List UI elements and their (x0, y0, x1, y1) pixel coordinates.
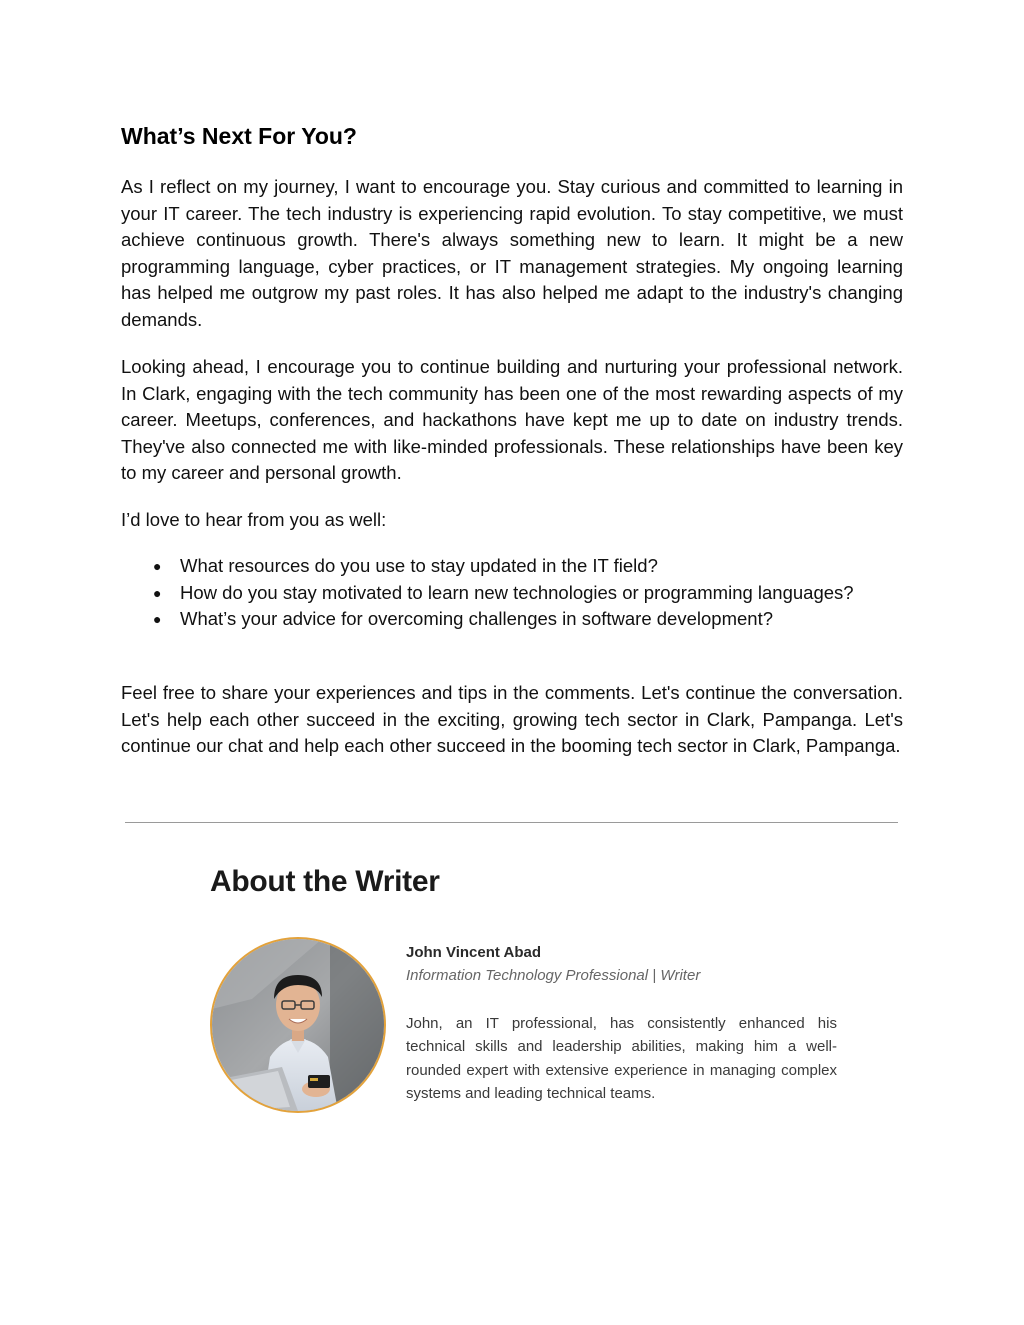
paragraph-reflection: As I reflect on my journey, I want to encourage you. Stay curious and committed to learning in your IT career. The tech industry is experiencing rapid evolution. To stay competitive, we must achieve continuous growth. There's always something new to learn. It might be a new programming language, cyber practices, or IT management strategies. My ongoing learning has helped me outgrow my past roles. It has also helped me adapt to the industry's changing demands. (121, 176, 903, 330)
paragraph-closing: Feel free to share your experiences and tips in the comments. Let's continue the conversation. Let's help each other succeed in the exciting, growing tech sector in Clark, Pampanga. Let's continue our chat and help each other succeed in the booming tech sector in Clark, Pampanga. (121, 682, 903, 757)
section-divider (125, 822, 898, 823)
question-text: What resources do you use to stay updated in the IT field? (180, 555, 658, 576)
author-photo-illustration (212, 939, 384, 1111)
list-item (121, 553, 903, 580)
paragraph-networking: Looking ahead, I encourage you to continue building and nurturing your professional network. In Clark, engaging with the tech community has been one of the most rewarding aspects of my career. Meetups, conferences, and hackathons have kept me up to date on industry trends. They've also connected me with like-minded professionals. These relationships have been key to my career and personal growth. (121, 356, 903, 484)
about-writer-title: About the Writer (210, 865, 440, 898)
author-bio: John, an IT professional, has consistently enhanced his technical skills and leadership abilities, making him a well-rounded expert with extensive experience in managing complex systems and leading technical teams. (406, 1015, 837, 1102)
list-item (121, 606, 903, 633)
article-heading: What’s Next For You? (121, 123, 357, 149)
bullet-icon: ● (153, 558, 162, 574)
bullet-icon: ● (153, 611, 162, 628)
question-text: What’s your advice for overcoming challenges in software development? (180, 608, 773, 630)
author-name: John Vincent Abad (406, 944, 542, 961)
author-photo (210, 937, 386, 1113)
list-item (121, 580, 903, 607)
questions-list (121, 553, 903, 633)
question-text: How do you stay motivated to learn new technologies or programming languages? (180, 581, 854, 603)
paragraph-invitation: I’d love to hear from you as well: (121, 509, 387, 530)
bullet-icon: ● (153, 584, 162, 601)
author-role: Information Technology Professional | Writer (406, 967, 701, 984)
